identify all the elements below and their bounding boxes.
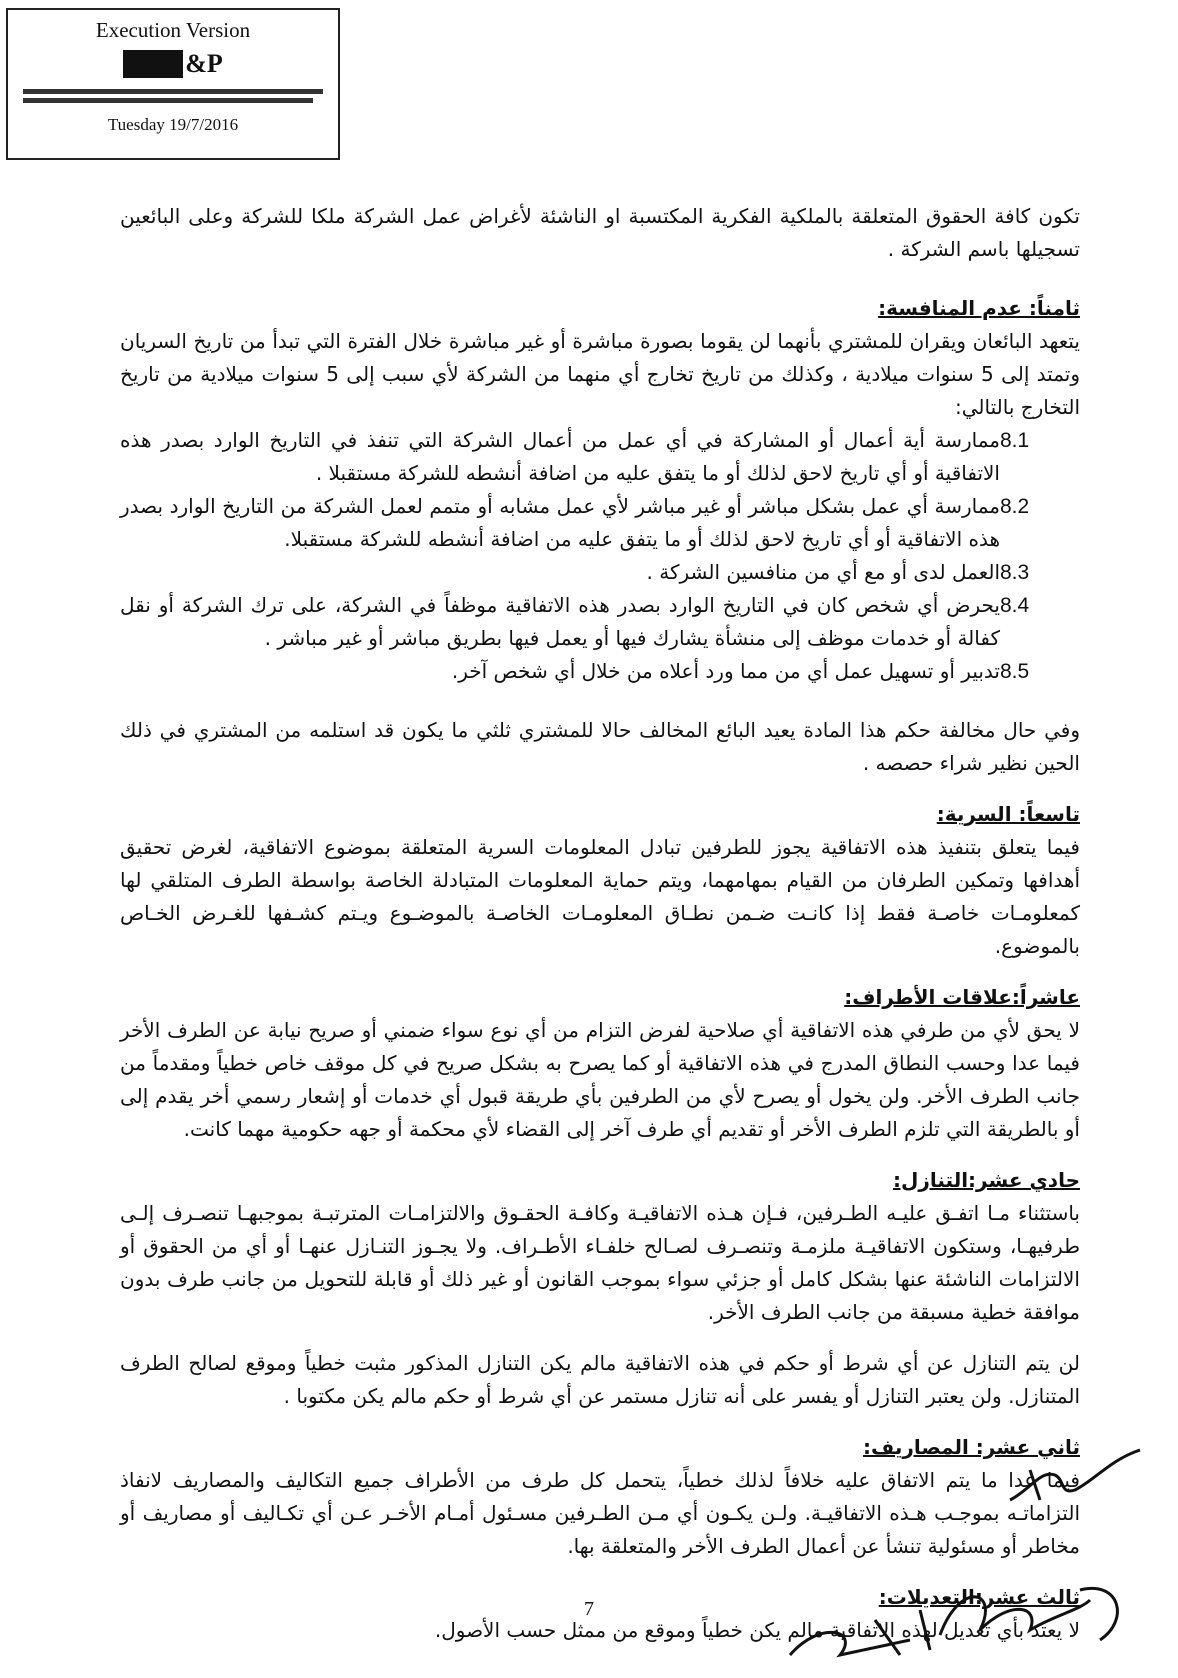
non-competition-body: يتعهد البائعان ويقران للمشتري بأنهما لن يقوما بصورة مباشرة أو غير مباشرة خلال الفترة التي تبدأ من تاريخ السريان وتمتد إلى 5 سنوات ميلادية ، وكذلك من تاريخ تخارج أي منهما من الشركة لأي سبب إلى 5 سنوات ميلادية من تاريخ التخارج بالتالي: (120, 329, 1080, 419)
section-heading-non-competition: ثامناً: عدم المنافسة: (878, 296, 1080, 320)
non-competition-clauses (120, 424, 1080, 688)
clause-text: ممارسة أية أعمال أو المشاركة في أي عمل من أعمال الشركة التي تنفذ في التاريخ الوارد بصدر هذه الاتفاقية أو أي تاريخ لاحق لذلك أو ما يتفق عليه من اضافة أنشطه للشركة مستقبلا . (120, 428, 1000, 485)
clause-8-4 (120, 589, 1080, 655)
firm-name-line-english (23, 98, 313, 103)
execution-version-stamp (6, 8, 340, 160)
section-heading-confidentiality: تاسعاً: السرية: (936, 802, 1080, 826)
clause-number: 8.2 (1000, 495, 1030, 518)
non-competition-penalty: وفي حال مخالفة حكم هذا المادة يعيد البائع المخالف حالا للمشتري ثلثي ما يكون قد استلمه من المشتري في ذلك الحين نظير شراء حصصه . (120, 718, 1080, 775)
section-heading-party-relations: عاشراً:علاقات الأطراف: (844, 985, 1080, 1009)
clause-number: 8.4 (1000, 594, 1030, 617)
section-heading-assignment: حادي عشر:التنازل: (892, 1168, 1080, 1192)
clause-number: 8.3 (1000, 561, 1030, 584)
firm-name-lines (23, 89, 323, 103)
party-relations-body: لا يحق لأي من طرفي هذه الاتفاقية أي صلاحية لفرض التزام من أي نوع سواء ضمني أو صريح نيابة عن الطرف الأخر فيما عدا وحسب النطاق المدرج في هذه الاتفاقية أو كما يصرح به بشكل صريح في كل موقف خاص خطياً ومقدماً من جانب الطرف الأخر. ولن يخول أو يصرح لأي من الطرفين بأي طريقة قبول أي خدمات أو إشعار رسمي أخر يقدم إلى أو بالطريقة التي تلزم الطرف الأخر أو تقديم أي طرف آخر إلى القضاء لأي محكمة أو جهه حكومية مهما كانت. (120, 1018, 1080, 1141)
clause-number: 8.1 (1000, 429, 1030, 452)
expenses-body: فيما عدا ما يتم الاتفاق عليه خلافاً لذلك خطياً، يتحمل كل طرف من الأطراف جميع التكاليف والمصاريف لانفاذ التزاماتـه بموجـب هـذه الاتفاقيـة. ولـن يكـون أي مـن الطـرفين مسـئول أمـام الأخـر عـن أي تكـاليف أو مصاريف أو مخاطر أو مسئولية تنشأ عن أعمال الطرف الأخر والمتعلقة بها. (120, 1468, 1080, 1558)
clause-8-2 (120, 490, 1080, 556)
assignment-body: باستثناء مـا اتفـق عليـه الطـرفين، فـإن هـذه الاتفاقيـة وكافـة الحقـوق والالتزامـات المترتبـة بموجبهـا تنصـرف إلـى طرفيهـا، وستكون الاتفاقيـة ملزمـة وتنصـرف لصـالح خلفـاء الأطـراف. ولا يجـوز التنـازل عنهـا أو أي من الحقوق أو الالتزامات الناشئة عنها بشكل كامل أو جزئي سواء بموجب القانون أو غير ذلك أو قابلة للتحويل من جانب طرف بدون موافقة خطية مسبقة من جانب الطرف الأخر. (120, 1201, 1080, 1324)
amendments-body: لا يعتد بأي تعديل لهذه الاتفاقية مالم يكن خطياً وموقع من ممثل حسب الأصول. (434, 1618, 1080, 1642)
clause-8-3 (120, 556, 1080, 589)
logo-text: &P (185, 49, 223, 78)
section-heading-expenses: ثاني عشر: المصاريف: (863, 1435, 1080, 1459)
clause-text: تدبير أو تسهيل عمل أي من مما ورد أعلاه من خلال أي شخص آخر. (451, 659, 1000, 683)
clause-text: العمل لدى أو مع أي من منافسين الشركة . (646, 560, 1000, 584)
intro-paragraph: تكون كافة الحقوق المتعلقة بالملكية الفكرية المكتسبة او الناشئة لأغراض عمل الشركة ملكا للشركة وعلى البائعين تسجيلها باسم الشركة . (120, 204, 1080, 261)
clause-text: ممارسة أي عمل بشكل مباشر أو غير مباشر لأي عمل مشابه أو متمم لعمل الشركة من التاريخ الوارد بصدر هذه الاتفاقية أو أي تاريخ لاحق لذلك أو ما يتفق عليه من اضافة أنشطه للشركة مستقبلا. (120, 494, 1000, 551)
confidentiality-body: فيما يتعلق بتنفيذ هذه الاتفاقية يجوز للطرفين تبادل المعلومات السرية المتعلقة بموضوع الاتفاقية، لغرض تحقيق أهدافها وتمكين الطرفان من القيام بمهامهما، ويتم حماية المعلومات المتبادلة الخاصة بواسطة الطرف المتلقي لها كمعلومـات خاصـة فقط إذا كانـت ضـمن نطـاق المعلومـات الخاصـة بالموضـوع ويـتم كشـفها للغـرض الخـاص بالموضوع. (120, 835, 1080, 958)
stamp-label: Execution Version (95, 18, 251, 42)
page-number: 7 (584, 1598, 594, 1620)
firm-logo (8, 49, 338, 79)
signature-initials-right (1000, 1440, 1150, 1520)
section-heading-amendments: ثالث عشر:التعديلات: (878, 1585, 1080, 1609)
document-body (120, 200, 1080, 1647)
waiver-body: لن يتم التنازل عن أي شرط أو حكم في هذه الاتفاقية مالم يكن التنازل المذكور مثبت خطياً وموقع لصالح الطرف المتنازل. ولن يعتبر التنازل أو يفسر على أنه تنازل مستمر عن أي شرط أو حكم مالم يكن مكتوبا . (120, 1351, 1080, 1408)
logo-mark (123, 50, 183, 78)
clause-8-5 (120, 655, 1080, 688)
stamp-date: Tuesday 19/7/2016 (107, 115, 239, 134)
firm-name-line-arabic (23, 89, 323, 94)
clause-number: 8.5 (1000, 660, 1030, 683)
clause-text: يحرض أي شخص كان في التاريخ الوارد بصدر هذه الاتفاقية موظفاً في الشركة، على ترك الشركة أو نقل كفالة أو خدمات موظف إلى منشأة يشارك فيها أو يعمل فيها بطريق مباشر أو غير مباشر . (120, 593, 1000, 650)
clause-8-1 (120, 424, 1080, 490)
